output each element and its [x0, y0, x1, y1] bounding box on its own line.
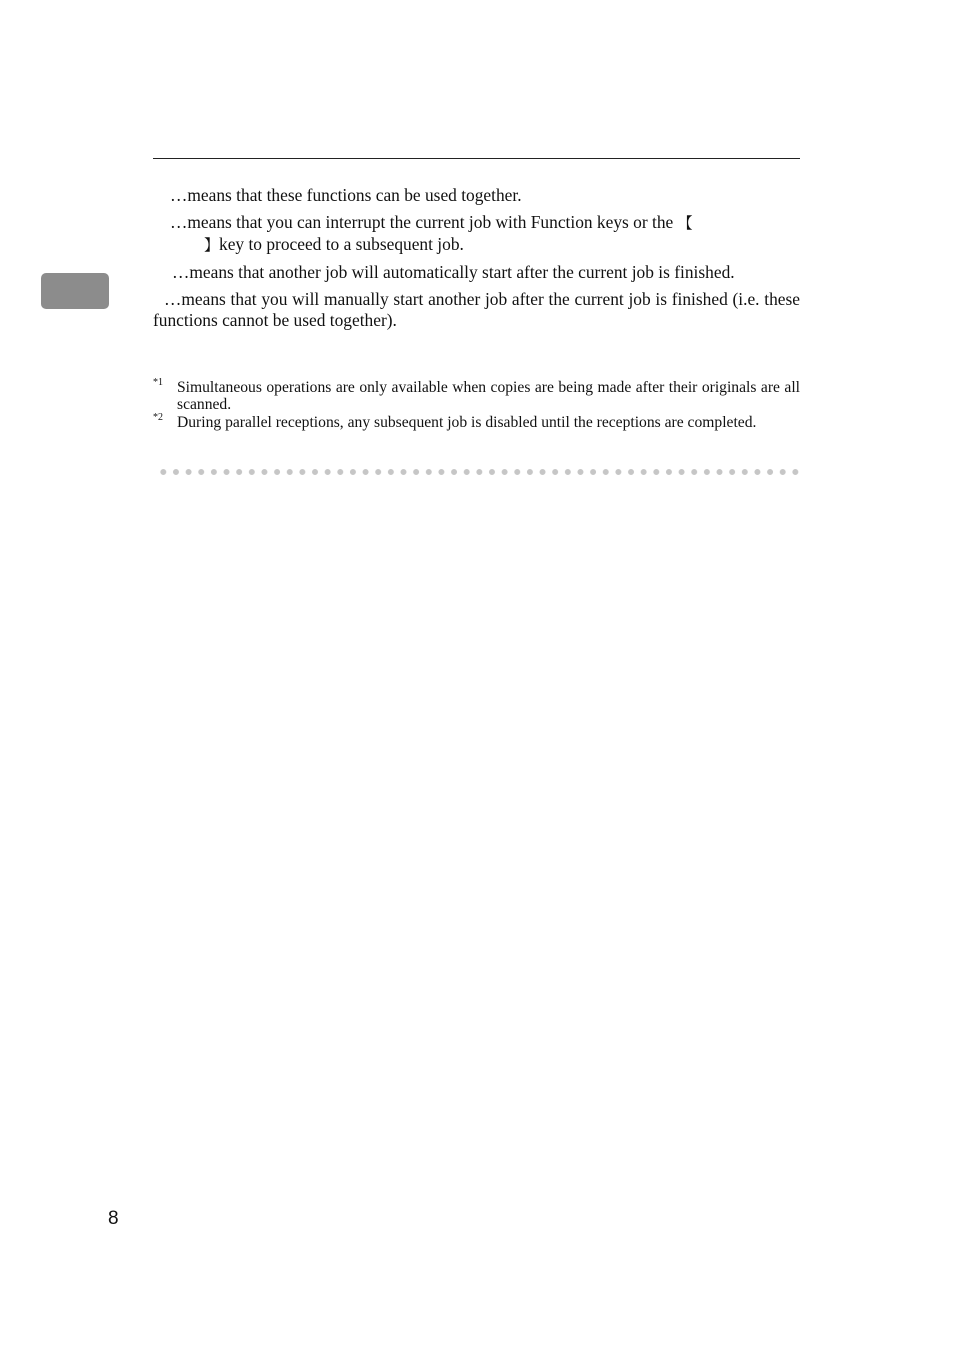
- key-open-bracket: 【: [677, 214, 693, 232]
- legend-interrupt-text-2: key to proceed to a subsequent job.: [219, 234, 464, 254]
- page-number: 8: [108, 1208, 119, 1229]
- footnote-mark: *2: [153, 412, 163, 423]
- footnote-mark: *1: [153, 377, 163, 388]
- key-close-bracket: 】: [204, 236, 220, 254]
- footnote-1: [153, 377, 800, 413]
- legend-interrupt-continuation: [170, 234, 800, 256]
- legend-interrupt-text: …means that you can interrupt the current job with Function keys or the: [170, 212, 674, 232]
- legend-interrupt: [153, 212, 800, 256]
- footnote-text: Simultaneous operations are only available when copies are being made after their originals are all scanned.: [177, 379, 800, 413]
- chapter-tab: [41, 273, 109, 309]
- footnote-text: During parallel receptions, any subsequent job is disabled until the receptions are completed.: [177, 414, 757, 431]
- legend-auto: …means that another job will automatically start after the current job is finished.: [172, 262, 735, 282]
- footnotes: [153, 377, 800, 432]
- header-rule: [153, 158, 800, 159]
- footnote-2: [153, 412, 800, 432]
- legend-together: …means that these functions can be used together.: [170, 185, 522, 205]
- legend-list: [153, 185, 800, 331]
- legend-manual: …means that you will manually start another job after the current job is finished (i.e. these functions cannot be used together).: [153, 289, 800, 330]
- dotted-separator: [157, 468, 800, 476]
